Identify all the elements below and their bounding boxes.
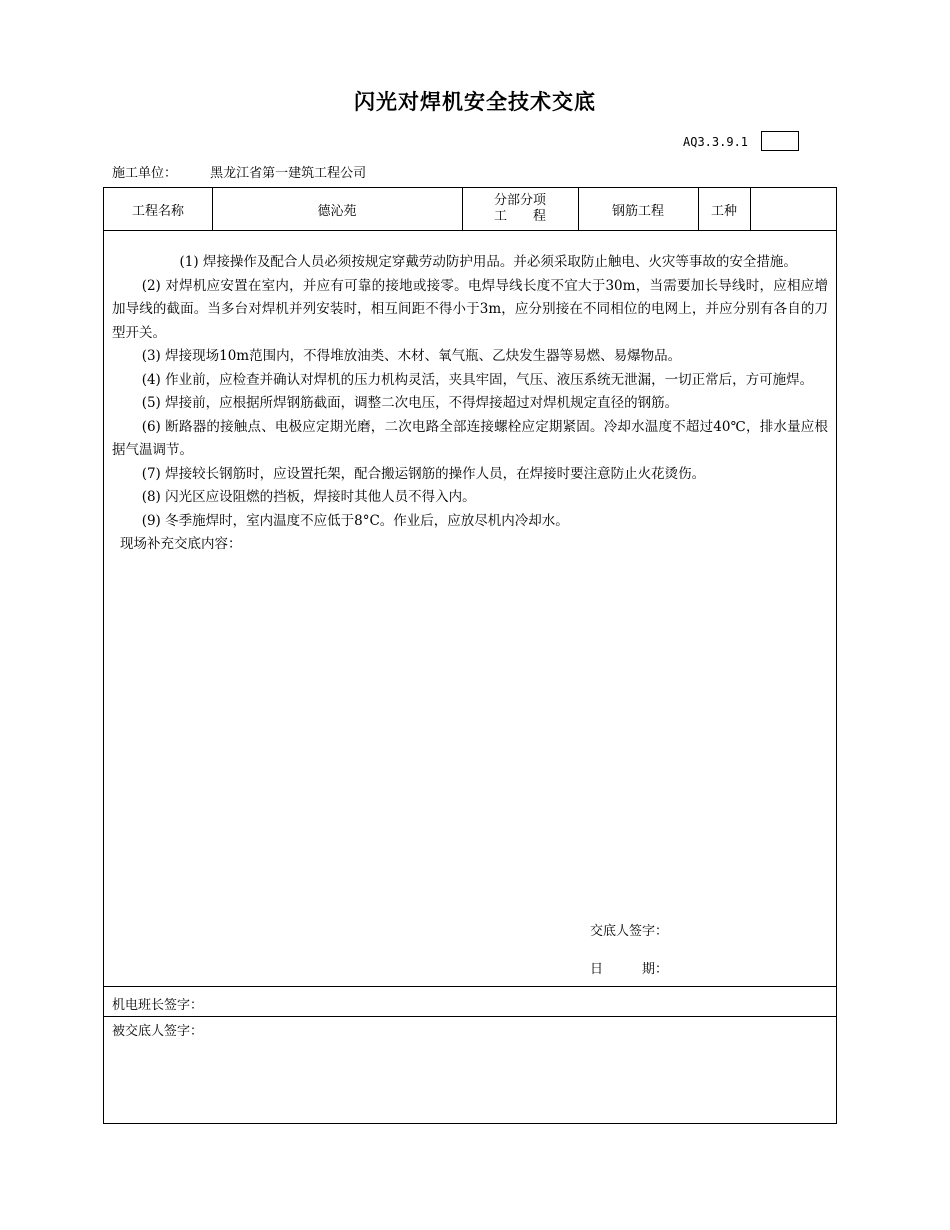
- safety-content: [112, 251, 828, 557]
- safety-item: (7) 焊接较长钢筋时，应设置托架，配合搬运钢筋的操作人员，在焊接时要注意防止火花烫伤。: [141, 465, 706, 482]
- sub-project-label-line2: 工 程: [493, 209, 546, 224]
- handover-form-table: [103, 187, 837, 1124]
- trade-label: 工种: [710, 203, 737, 219]
- safety-item: (3) 焊接现场10m范围内，不得堆放油类、木材、氧气瓶、乙炔发生器等易燃、易爆物品。: [141, 348, 682, 364]
- sub-project-label: [462, 188, 578, 230]
- construction-unit-row: [112, 162, 366, 181]
- row-divider: [104, 1016, 836, 1017]
- sub-project-value[interactable]: 钢筋工程: [611, 203, 664, 219]
- safety-item: (4) 作业前，应检查并确认对焊机的压力机构灵活，夹具牢固，气压、液压系统无泄漏，一切正常后，方可施焊。: [141, 371, 814, 388]
- date-label: 日 期：: [590, 962, 669, 977]
- foreman-signature-label: 机电班长签字：: [112, 998, 204, 1013]
- row-divider: [104, 230, 836, 231]
- safety-item: (6) 断路器的接触点、电极应定期光磨，二次电路全部连接螺栓应定期紧固。冷却水温度不超过40℃，排水量应根据气温调节。: [112, 418, 828, 458]
- row-divider: [104, 986, 836, 987]
- safety-item: (5) 焊接前，应根据所焊钢筋截面，调整二次电压，不得焊接超过对焊机规定直径的钢筋。: [141, 395, 679, 411]
- safety-item: (1) 焊接操作及配合人员必须按规定穿戴劳动防护用品。并必须采取防止触电、火灾等事故的安全措施。: [179, 254, 797, 270]
- sub-project-label-line1: 分部分项: [493, 193, 546, 208]
- safety-item: (2) 对焊机应安置在室内，并应有可靠的接地或接零。电焊导线长度不宜大于30m，当需要加长导线时，应相应增加导线的截面。当多台对焊机并列安装时，相互间距不得小于3m，应分别接在不同相位的电网上，并应分别有各自的刀型开关。: [112, 277, 828, 341]
- safety-item: (9) 冬季施焊时，室内温度不应低于8°C。作业后，应放尽机内冷却水。: [141, 512, 569, 529]
- document-title: 闪光对焊机安全技术交底: [354, 90, 596, 114]
- construction-unit-label: 施工单位：: [112, 166, 178, 181]
- project-name-value[interactable]: 德沁苑: [317, 203, 357, 219]
- document-code: AQ3.3.9.1: [683, 135, 749, 149]
- construction-unit-value: 黑龙江省第一建筑工程公司: [210, 166, 367, 181]
- presenter-signature-label: 交底人签字：: [590, 924, 669, 939]
- project-name-label: 工程名称: [131, 203, 184, 219]
- recipient-signature-label: 被交底人签字：: [112, 1024, 204, 1039]
- safety-item: (8) 闪光区应设阻燃的挡板，焊接时其他人员不得入内。: [141, 489, 476, 505]
- document-number-box[interactable]: [761, 131, 799, 151]
- trade-value[interactable]: [750, 188, 836, 230]
- supplement-label: 现场补充交底内容：: [120, 536, 242, 552]
